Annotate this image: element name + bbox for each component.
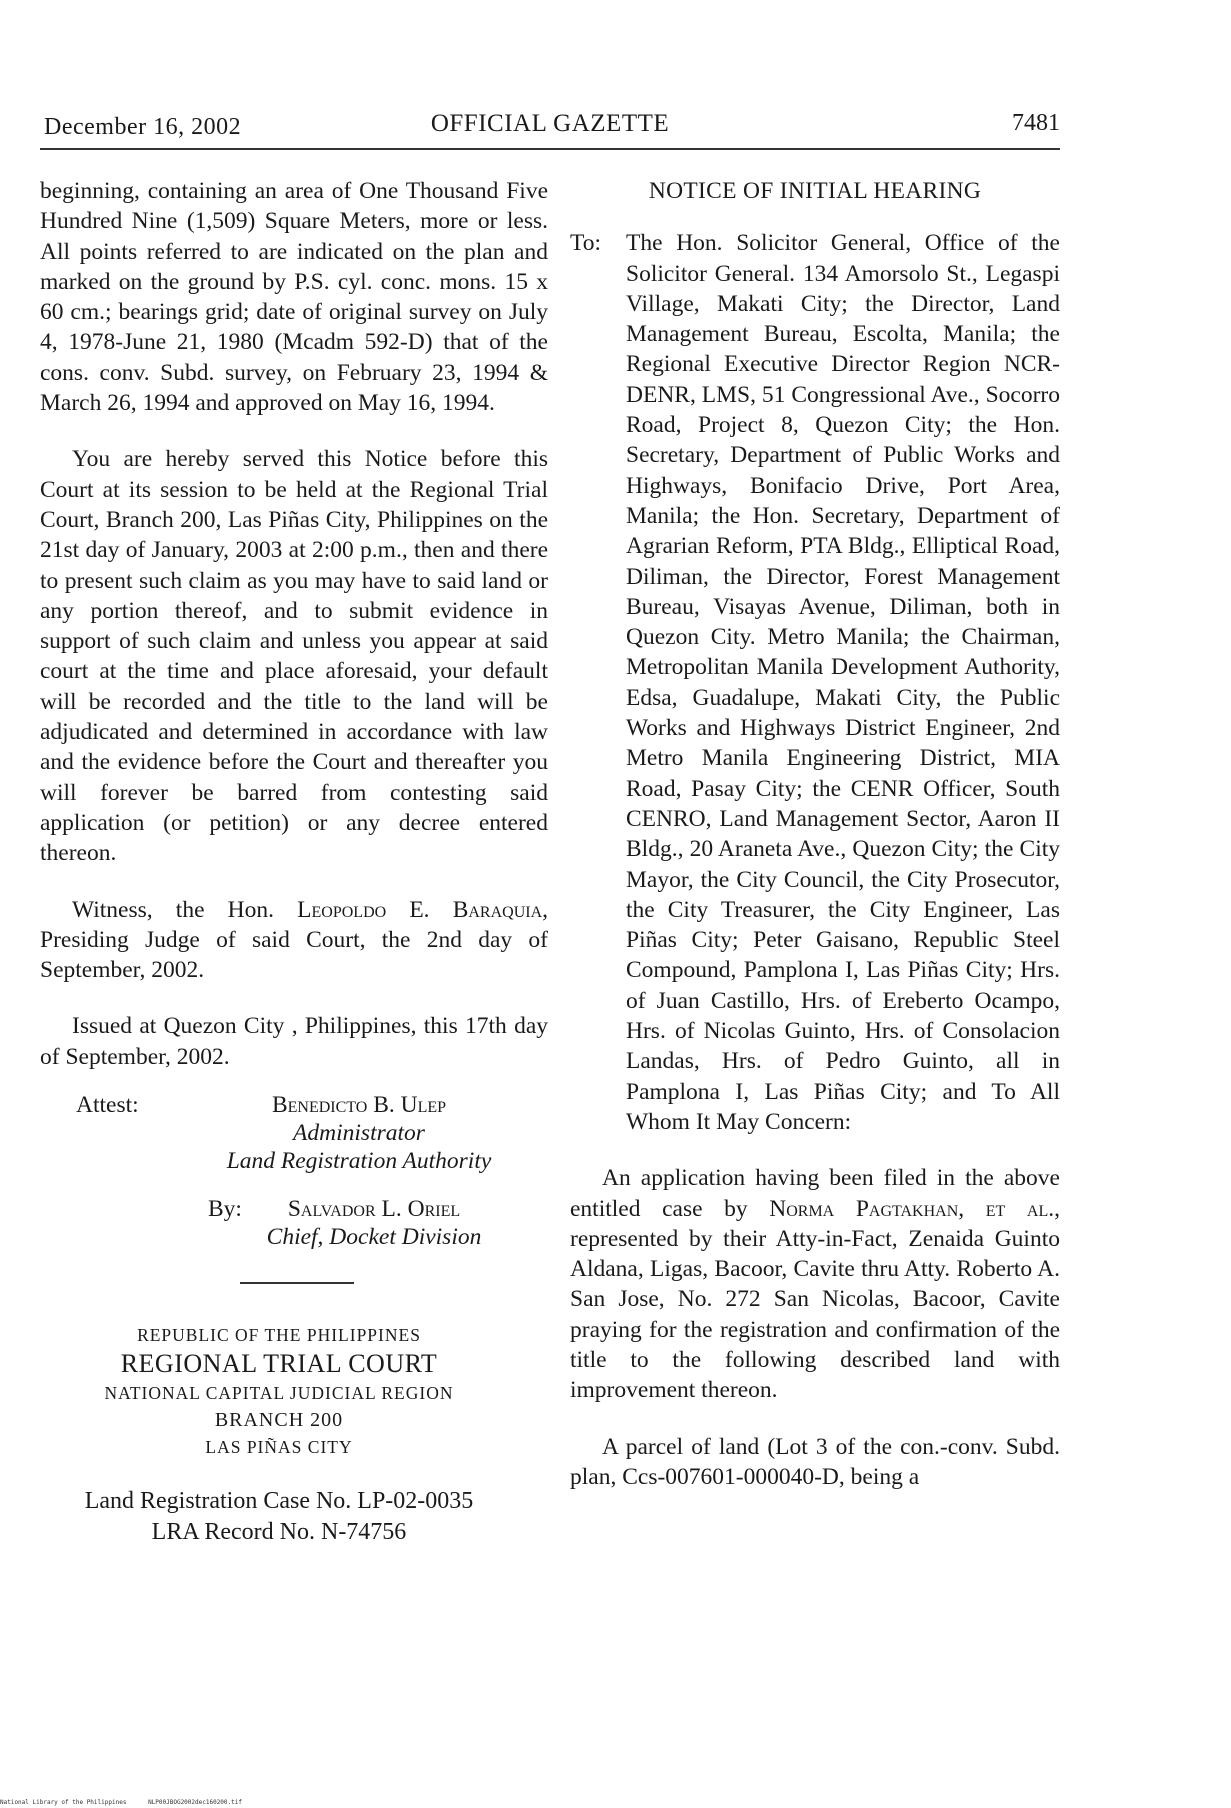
section-separator (240, 1282, 354, 1284)
case-number: Land Registration Case No. LP-02-0035 (84, 1488, 474, 1515)
by-block (40, 1194, 548, 1252)
attest-title: Administrator (293, 1120, 425, 1147)
court-name: REGIONAL TRIAL COURT (120, 1349, 438, 1379)
court-heading (40, 1322, 548, 1460)
application-paragraph (570, 1163, 1060, 1405)
court-republic: REPUBLIC OF THE PHILIPPINES (137, 1325, 421, 1346)
by-label: By: (208, 1196, 242, 1223)
header-rule (40, 148, 1060, 150)
parcel-paragraph: A parcel of land (Lot 3 of the con.-conv. Subd. plan, Ccs-007601-000040-D, being a (570, 1433, 1060, 1490)
attest-block (40, 1090, 548, 1176)
by-name: Salvador L. Oriel (287, 1196, 461, 1223)
case-numbers (40, 1486, 548, 1548)
application-suffix: represented by their Atty-in-Fact, Zenaida Guinto Aldana, Ligas, Bacoor, Cavite thru Atty. Roberto A. San Jose, No. 272 San Nicolas, Bacoor, Cavite praying for the registration and confirmation of the title to the following described land with improvement thereon. (570, 1225, 1060, 1404)
lra-record-number: LRA Record No. N-74756 (151, 1519, 407, 1546)
court-city: LAS PIÑAS CITY (205, 1437, 353, 1458)
addressees-block (570, 228, 1060, 1137)
scan-filename: NLP00JBOG2002dec160200.tif (148, 1799, 242, 1806)
notice-served-paragraph: You are hereby served this Notice before this Court at its session to be held at the Regional Trial Court, Branch 200, Las Piñas City, Philippines on the 21st day of January, 2003 at 2:00 p.m., then and there to present such claim as you may have to said land or any portion thereof, and to submit evidence in support of such claim and unless you appear at said court at the time and place aforesaid, your default will be recorded and the title to the land will be adjudicated and determined in accordance with law and the evidence before the Court and thereafter you will forever be barred from contesting said application (or petition) or any decree entered thereon. (40, 446, 548, 867)
right-column (570, 176, 1060, 1492)
scan-footer (0, 1799, 260, 1806)
library-credit: National Library of the Philippines (0, 1799, 127, 1806)
court-branch: BRANCH 200 (214, 1409, 344, 1432)
notice-title: NOTICE OF INITIAL HEARING (648, 178, 982, 204)
attest-label: Attest: (76, 1092, 139, 1119)
by-title: Chief, Docket Division (266, 1224, 482, 1251)
issued-paragraph: Issued at Quezon City , Philippines, this 17th day of September, 2002. (40, 1013, 548, 1070)
addressees-text: The Hon. Solicitor General, Office of the Solicitor General. 134 Amorsolo St., Legaspi Village, Makati City; the Director, Land Management Bureau, Escolta, Manila; the Regional Executive Director Region NCR-DENR, LMS, 51 Congressional Ave., Socorro Road, Project 8, Quezon City; the Hon. Secretary, Department of Public Works and Highways, Bonifacio Drive, Port Area, Manila; the Hon. Secretary, Department of Agrarian Reform, PTA Bldg., Elliptical Road, Diliman, the Director, Forest Management Bureau, Visayas Avenue, Diliman, both in Quezon City. Metro Manila; the Chairman, Metropolitan Manila Development Authority, Edsa, Guadalupe, Makati City, the Public Works and Highways District Engineer, 2nd Metro Manila Engineering District, MIA Road, Pasay City; the CENR Officer, South CENRO, Land Management Sector, Aaron II Bldg., 20 Araneta Ave., Quezon City; the City Mayor, the City Council, the City Prosecutor, the City Treasurer, the City Engineer, Las Piñas City; Peter Gaisano, Republic Steel Compound, Pamplona I, Las Piñas City; Hrs. of Juan Castillo, Hrs. of Ereberto Ocampo, Hrs. of Nicolas Guinto, Hrs. of Consolacion Landas, Hrs. of Pedro Guinto, all in Pamplona I, Las Piñas City; and To All Whom It May Concern: (626, 230, 1060, 1135)
witness-paragraph (40, 895, 548, 986)
to-label: To: (570, 230, 601, 257)
witness-suffix: Presiding Judge of said Court, the 2nd day of September, 2002. (40, 926, 548, 984)
land-description-paragraph: beginning, containing an area of One Thousand Five Hundred Nine (1,509) Square Meters, more or less. All points referred to are indicated on the plan and marked on the ground by P.S. cyl. conc. mons. 15 x 60 cm.; bearings grid; date of original survey on July 4, 1978-June 21, 1980 (Mcadm 592-D) that of the cons. conv. Subd. survey, on February 23, 1994 & March 26, 1994 and approved on May 16, 1994. (40, 178, 548, 417)
applicant-name: Norma Pagtakhan, et al., (769, 1195, 1060, 1222)
judge-name: Leopoldo E. Baraquia, (297, 896, 549, 923)
application-prefix: An application having been filed in the above entitled case by (570, 1165, 1060, 1222)
court-region: NATIONAL CAPITAL JUDICIAL REGION (104, 1383, 454, 1404)
page-header (40, 106, 1060, 146)
left-column (40, 176, 548, 1548)
page-number: 7481 (1012, 110, 1060, 136)
attest-name: Benedicto B. Ulep (271, 1092, 447, 1119)
witness-prefix: Witness, the Hon. (72, 896, 274, 923)
issue-date: December 16, 2002 (44, 114, 242, 140)
publication-title: OFFICIAL GAZETTE (430, 110, 670, 137)
attest-org: Land Registration Authority (226, 1148, 492, 1175)
